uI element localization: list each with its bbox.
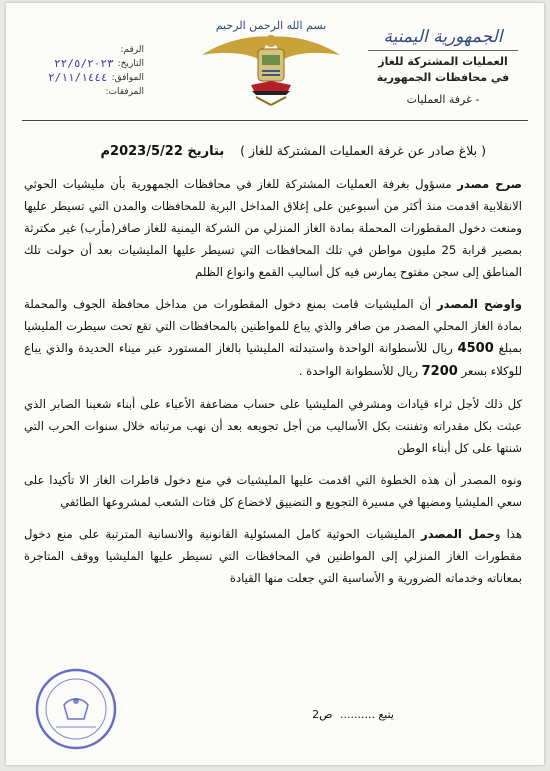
subject-line <box>101 143 486 159</box>
price-local: 4500 <box>457 341 494 356</box>
paragraph-3: كل ذلك لأجل ثراء قيادات ومشرفي المليشيا على حساب مضاعفة الأعباء على أبناء شعبنا الصابر الذي عبثت بكل مقدراته وتفننت بكل الأساليب من أجل تجويعه بعد أن نهب مرتباته خلال سنوات الحرب التي شنتها على كل أبناء الوطن <box>24 397 522 455</box>
header-rule <box>22 120 528 121</box>
p2-lead: واوضح المصدر <box>436 297 522 311</box>
p5-text: المليشيات الحوثية كامل المسئولية القانونية والانسانية المترتبة على منع دخول مقطورات الغاز المنزلي إلى المواطنين في المحافظات التي تسيطر عليها المليشيا ووقف المتاجرة بمعاناته وخدماته الضرورية و الأساسية التي جعلت منها القيادة <box>24 527 522 585</box>
divider <box>368 50 518 51</box>
date-label: التاريخ: <box>117 59 144 69</box>
p2-text-b: ريال للأسطوانة الواحدة واستبدلته المليشيا بالغاز المستورد عبر ميناء الحديدة والذي يباع للوكلاء بسعر <box>24 341 522 378</box>
page-footer <box>308 708 394 721</box>
paragraph-4: ونوه المصدر أن هذه الخطوة التي اقدمت عليها المليشيات في منع دخول قاطرات الغاز الا تأكيدا على سعي المليشيا ومضيها في مسيرة التجويع و التضييق لاخضاع كل فئات الشعب لمشروعها الطائفي <box>24 473 522 509</box>
attachments-label: المرفقات: <box>105 87 144 97</box>
paragraph-5 <box>24 523 522 589</box>
p1-lead: صرح مصدر <box>457 177 522 191</box>
page-number: ص2 <box>312 708 333 721</box>
official-stamp <box>34 667 118 751</box>
dept-line-1: العمليات المشتركة للغاز <box>378 55 508 68</box>
price-imported: 7200 <box>421 364 458 379</box>
yemen-emblem <box>196 15 346 107</box>
date-value: ٢٢/٥/٢٠٢٣ <box>53 57 114 70</box>
dept-line-3: - غرفة العمليات <box>406 93 480 106</box>
letterhead-left <box>14 43 144 99</box>
subject-date: بتاريخ 2023/5/22م <box>100 144 225 159</box>
letterhead-right <box>358 27 528 108</box>
paragraph-1 <box>24 173 522 283</box>
country-name: الجمهورية اليمنية <box>383 27 503 47</box>
basmala-text: بسم الله الرحمن الرحيم <box>215 19 327 32</box>
p1-text: مسؤول بغرفة العمليات المشتركة للغاز في محافظات الجمهورية بأن مليشيات الحوثي الانقلابية اقدمت منذ أكثر من أسبوعين على إغلاق المداخل البرية للمحافظات والمدن التي تسيطر عليها ومنعت دخول المقطورات المحملة بمادة الغاز المنزلي من الشركة اليمنية للغاز صافر(مأرب) غير مكترثة بمصير قرابة 25 مليون مواطن في تلك المحافظات التي تسيطر عليها المليشيات بعد أن حولت تلك المناطق إلى سجن مفتوح يمارس فيه كل أساليب القمع وانواع الظلم <box>24 177 522 279</box>
p5-lead-a: هذا و <box>494 527 522 541</box>
p2-text-a: أن المليشيات قامت بمنع دخول المقطورات من مداخل محافظة الجوف والمحملة بمادة الغاز المحلي المصدر من صافر والذي يباع للمواطنين بالمحافظات التي تقع تحت سيطرت المليشيا بمبلغ <box>24 297 523 355</box>
hijri-label: الموافق: <box>111 73 144 83</box>
dept-line-2: في محافظات الجمهورية <box>376 71 510 84</box>
statement-body <box>24 173 522 599</box>
hijri-value: ٢/١١/١٤٤٤ <box>47 71 108 84</box>
document-page <box>6 3 544 765</box>
continued-text: يتبع .......... <box>339 708 394 721</box>
ref-label: الرقم: <box>120 45 144 55</box>
p2-text-c: ريال للأسطوانة الواحدة . <box>298 364 422 378</box>
subject-text: ( بلاغ صادر عن غرفة العمليات المشتركة للغاز ) <box>240 143 486 158</box>
paragraph-2 <box>24 293 522 383</box>
p5-lead-b: حمل المصدر <box>421 527 495 541</box>
